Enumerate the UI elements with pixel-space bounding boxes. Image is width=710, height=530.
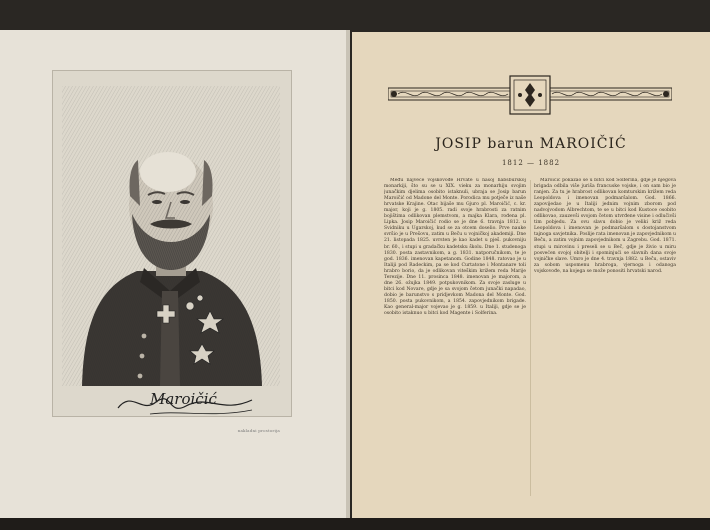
sheet-edge <box>346 30 350 518</box>
ornamental-header <box>388 70 672 120</box>
engraved-portrait <box>62 86 280 386</box>
column-divider <box>530 180 531 496</box>
biography-title: JOSIP barun MAROIČIĆ <box>435 136 627 152</box>
signature: Maroičić <box>150 390 217 408</box>
biography-text-left: Među najveće vojskovođe Hrvate u našoj habsburškoj monarkiji, što su se u XIX. vieku za monarhiju svojim junačkim djelima osobito istaknuli, ubraja se Josip barun Maroičić od Madone del Monte. Porodica mu potječe iz naše hrvatske Krajine. Otac bijaše mu Gjuro pl. Maroičić, c. kr. major, koji je g. 1805. radi svoje hrabrosti za ratnim bojištima odlikovan plemstvom, a majka Klara, rođena pl. Lipka. Josip Maroičić rodio se je dne 6. travnja 1812. u Svidniku u Ugarskoj, kud se za otcem doselio. Prve nauke svršio je u Prešovu, zatim u Beču u vojničkoj akademiji. Dne 21. listopada 1825. uvrsten je kao kadet u pješ. pukovniju br. 60., i stupi u gradačku kadetsku školu. Dne 1. studenoga 1830. posta zastavnikom, a g. 1831. natporučnikom, te je god. 1836. imenovan kapetanom. Godine 1848. ratovao je u Italiji pod Radeckim, pa se kod Curtatone i Montanare toli hrabro borio, da je odlikovan viteškim križem reda Marije Terezije. Dne 11. prosinca 1848. imenovan je majorom, a dne 26. ožujka 1849. potpukovnikom. Za svoje zasluge u bitci kod Novare, gdje je sa svojom četom junački napadao, dobio je barunstvo s pridjevkom Madona del Monte. God. 1850. posta pukovnikom, a 1854. zapovjednikom brigade. Kao general-major vojevao je g. 1859. u Italiji, gdje se je osobito istaknuo u bitci kod Magente i Solferina. <box>384 178 526 317</box>
biography-years: 1812 — 1882 <box>501 159 561 167</box>
biography-column-right <box>534 178 676 498</box>
plate-caption: nakladni prostorija <box>237 428 280 433</box>
table-surface <box>0 518 710 530</box>
biography-column-left <box>384 178 526 498</box>
biography-text-right: Maroičić pokazao se u bitci kod Solferina, gdje je njegova brigada odbila više juriša francuske vojske, i on sam bio je ranjen. Za tu je hrabrost odlikovan komturskim križem reda Leopoldova i imenovan podmaršalom. God. 1866. zapovijedao je u Italiji jednim vojnim zborom pod nadvojvodom Albrechtom, te se u bitci kod Kustoce osobito odlikovao, zauzevši svojom četom utvrđene visine i odlučivši tim pobjedu. Za ovu slavu dobio je veliki križ reda Leopoldova i imenovan je podmaršalom s dostojanstvom tajnoga savjetnika. Poslije rata imenovan je zapovjednikom u Beču, a zatim vojnim zapovjednikom u Zagrebu. God. 1871. stupi u mirovinu i preseli se u Beč, gdje je živio u miru posvećen svojoj obitelji i spominjući se slavnih dana svoje vojničke slave. Umro je dne 4. travnja 1882. u Beču, ostaviv za sobom uspomenu hrabroga, vjernoga i odanoga vojskovođe, na kojega se može ponositi hrvatski narod. <box>534 178 676 274</box>
